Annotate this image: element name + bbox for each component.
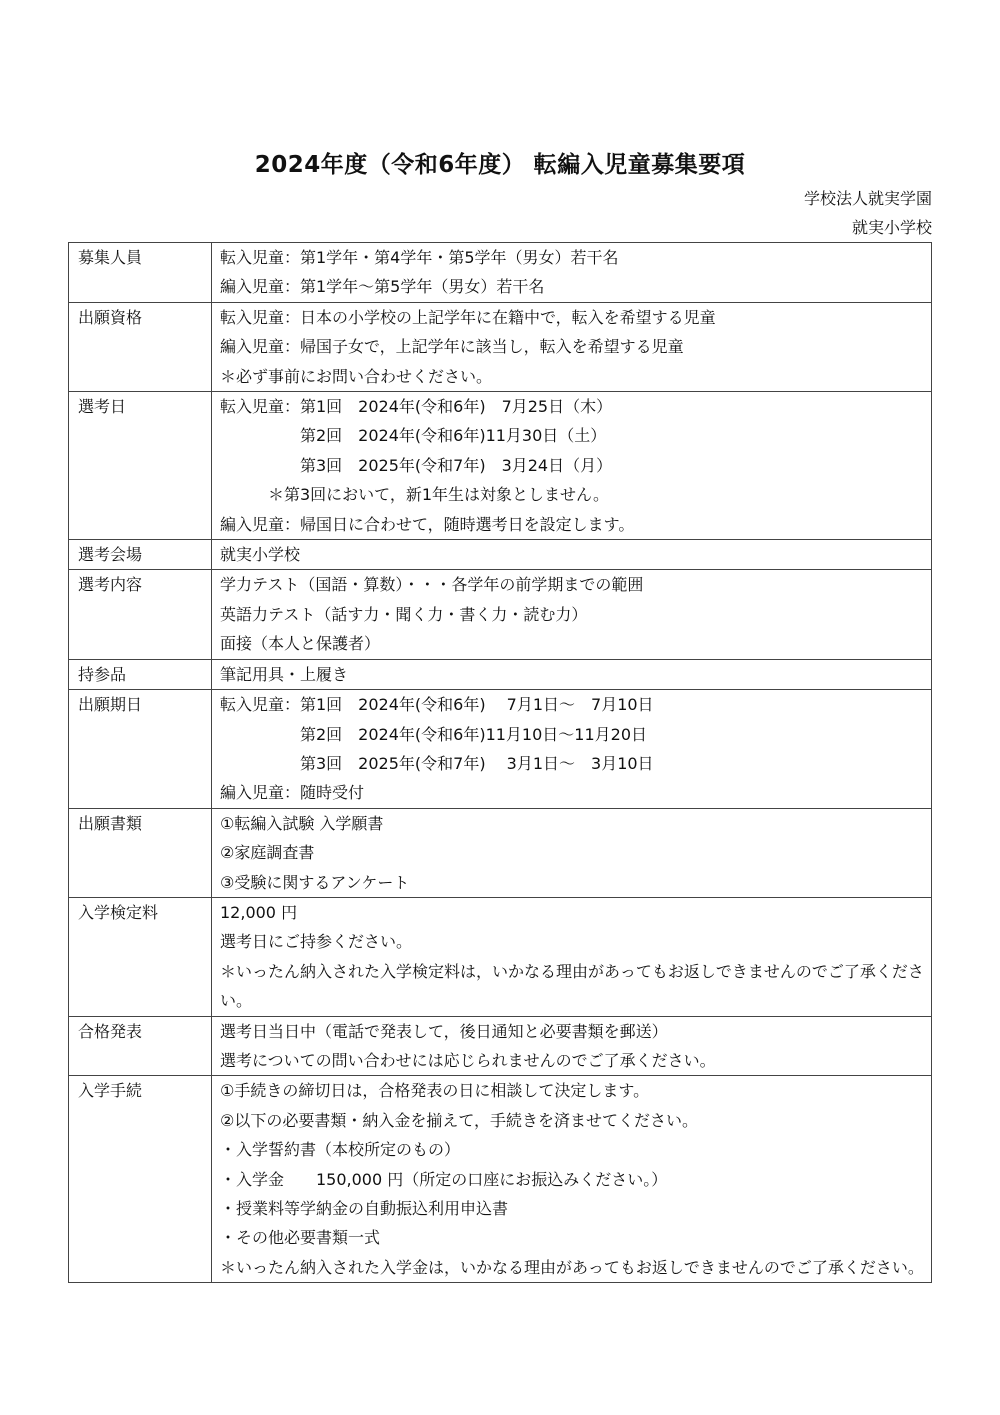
- content-line: 英語力テスト（話す力・聞く力・書く力・読む力）: [220, 604, 588, 624]
- table-row: [69, 690, 932, 809]
- table-row: [69, 570, 932, 659]
- content-line: ①手続きの締切日は，合格発表の日に相談して決定します。: [220, 1081, 650, 1101]
- row-label: 選考会場: [69, 540, 212, 570]
- content-line: 編入児童：随時受付: [220, 783, 365, 803]
- content-line: 編入児童：帰国子女で，上記学年に該当し，転入を希望する児童: [220, 337, 684, 357]
- table-row: [69, 1016, 932, 1076]
- table-row: [69, 1076, 932, 1283]
- table-row: [69, 540, 932, 570]
- row-label: 入学検定料: [69, 897, 212, 1016]
- content-line: 転入児童：第1回 2024年(令和6年) 7月1日～ 7月10日: [220, 695, 654, 715]
- row-content: [212, 570, 932, 659]
- content-line: 選考日にご持参ください。: [220, 932, 413, 952]
- row-label: 入学手続: [69, 1076, 212, 1283]
- content-line: 選考についての問い合わせには応じられませんのでご了承ください。: [220, 1050, 716, 1070]
- row-content: [212, 690, 932, 809]
- school-name: 就実小学校: [851, 218, 932, 237]
- organization-name: 学校法人就実学園: [803, 189, 932, 208]
- content-line: ＊いったん納入された入学金は，いかなる理由があってもお返しできませんのでご了承ください。: [220, 1257, 924, 1277]
- row-content: [212, 302, 932, 391]
- row-label: 出願期日: [69, 690, 212, 809]
- content-line: 編入児童：第1学年～第5学年（男女）若干名: [220, 277, 545, 297]
- content-line: 転入児童：日本の小学校の上記学年に在籍中で，転入を希望する児童: [220, 307, 716, 327]
- row-label: 持参品: [69, 659, 212, 689]
- row-label: 出願書類: [69, 808, 212, 897]
- row-content: [212, 659, 932, 689]
- content-line: ③受験に関するアンケート: [220, 872, 410, 892]
- row-content: [212, 897, 932, 1016]
- content-line: ・その他必要書類一式: [220, 1228, 381, 1248]
- row-content: [212, 540, 932, 570]
- row-label: 合格発表: [69, 1016, 212, 1076]
- content-line: 面接（本人と保護者）: [220, 634, 381, 654]
- table-row: [69, 808, 932, 897]
- content-line: 筆記用具・上履き: [220, 664, 349, 684]
- content-line: 第2回 2024年(令和6年)11月10日～11月20日: [220, 724, 648, 744]
- table-row: [69, 243, 932, 303]
- content-line: ②以下の必要書類・納入金を揃えて，手続きを済ませてください。: [220, 1110, 699, 1130]
- row-label: 出願資格: [69, 302, 212, 391]
- content-line: 転入児童：第1学年・第4学年・第5学年（男女）若干名: [220, 248, 619, 267]
- table-row: [69, 392, 932, 540]
- content-line: 就実小学校: [220, 545, 301, 565]
- content-line: ①転編入試験 入学願書: [220, 813, 384, 833]
- content-line: ＊必ず事前にお問い合わせください。: [220, 366, 493, 386]
- row-label: 選考日: [69, 392, 212, 540]
- content-line: ・授業料等学納金の自動振込利用申込書: [220, 1199, 509, 1218]
- row-content: [212, 243, 932, 303]
- table-row: [69, 302, 932, 391]
- content-line: 編入児童：帰国日に合わせて，随時選考日を設定します。: [220, 514, 635, 534]
- content-line: 選考日当日中（電話で発表して，後日通知と必要書類を郵送）: [220, 1021, 668, 1041]
- content-line: 学力テスト（国語・算数）・・・各学年の前学期までの範囲: [220, 575, 644, 595]
- row-content: [212, 808, 932, 897]
- content-line: 12,000 円: [220, 902, 298, 922]
- content-line: ＊第3回において，新1年生は対象としません。: [220, 485, 610, 505]
- row-content: [212, 1016, 932, 1076]
- row-label: 選考内容: [69, 570, 212, 659]
- page-title: 2024年度（令和6年度） 転編入児童募集要項: [254, 152, 746, 178]
- content-line: 第3回 2025年(令和7年) 3月1日～ 3月10日: [220, 753, 654, 773]
- content-line: 第2回 2024年(令和6年)11月30日（土）: [220, 426, 607, 446]
- content-line: 第3回 2025年(令和7年) 3月24日（月）: [220, 455, 613, 475]
- content-line: 転入児童：第1回 2024年(令和6年) 7月25日（木）: [220, 397, 613, 417]
- table-body: [69, 243, 932, 1283]
- content-line: ②家庭調査書: [220, 843, 315, 863]
- row-label: 募集人員: [69, 243, 212, 303]
- content-line: ・入学金 150,000 円（所定の口座にお振込みください。）: [220, 1169, 668, 1189]
- admission-guidelines-table: [68, 242, 932, 1283]
- row-content: [212, 392, 932, 540]
- table-row: [69, 897, 932, 1016]
- content-line: ＊いったん納入された入学検定料は，いかなる理由があってもお返しできませんのでご了承ください。: [220, 961, 924, 1011]
- content-line: ・入学誓約書（本校所定のもの）: [220, 1140, 461, 1160]
- row-content: [212, 1076, 932, 1283]
- table-row: [69, 659, 932, 689]
